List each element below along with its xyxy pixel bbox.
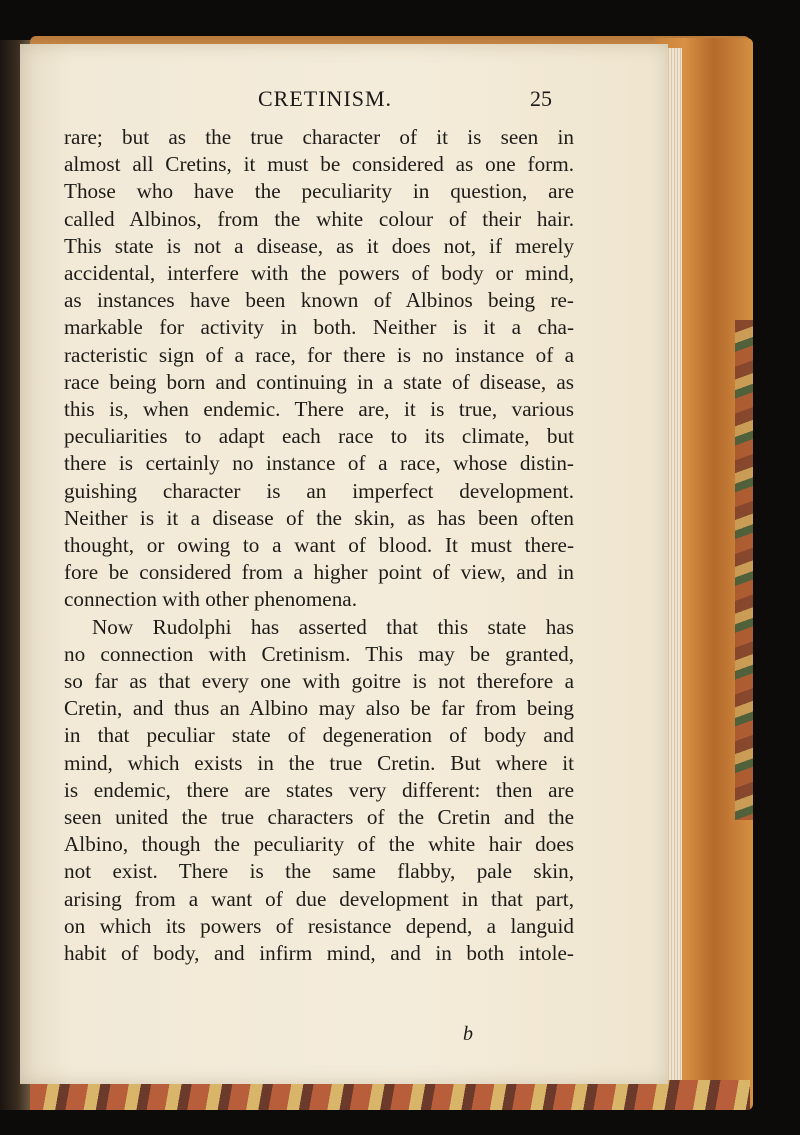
text-line: mind, which exists in the true Cretin. But where it (64, 750, 574, 775)
text-line: there is certainly no instance of a race, whose distin- (64, 451, 574, 476)
text-line: race being born and continuing in a state of disease, as (64, 369, 574, 394)
text-line: arising from a want of due development in that part, (64, 886, 574, 911)
text-line: almost all Cretins, it must be considered as one form. (64, 152, 574, 177)
text-line: This state is not a disease, as it does not, if merely (64, 233, 574, 258)
text-line: called Albinos, from the white colour of their hair. (64, 206, 574, 231)
text-line: no connection with Cretinism. This may be granted, (64, 641, 574, 666)
text-line: on which its powers of resistance depend, a languid (64, 913, 574, 938)
text-line: fore be considered from a higher point of view, and in (64, 560, 574, 585)
text-line: Now Rudolphi has asserted that this state has (92, 614, 574, 639)
text-line: peculiarities to adapt each race to its climate, but (64, 424, 574, 449)
text-line: so far as that every one with goitre is not therefore a (64, 669, 574, 694)
text-line: thought, or owing to a want of blood. It must there- (64, 533, 574, 558)
signature-mark: b (463, 1023, 473, 1045)
text-line: accidental, interfere with the powers of body or mind, (64, 261, 574, 286)
text-line: is endemic, there are states very different: then are (64, 777, 574, 802)
text-line: connection with other phenomena. (64, 587, 358, 612)
text-line: rare; but as the true character of it is seen in (64, 125, 574, 149)
text-line: racteristic sign of a race, for there is no instance of a (64, 342, 574, 367)
text-line: Neither is it a disease of the skin, as has been often (64, 505, 574, 530)
text-line: in that peculiar state of degeneration of body and (64, 723, 574, 748)
running-title: CRETINISM. (258, 86, 393, 111)
book-cover-bottom-edge (30, 1080, 750, 1110)
text-line: Cretin, and thus an Albino may also be far from being (64, 696, 574, 721)
text-line: seen united the true characters of the Cretin and the (64, 805, 574, 830)
text-line: Those who have the peculiarity in question, are (64, 179, 574, 204)
text-line: this is, when endemic. There are, it is true, various (64, 397, 574, 422)
marbled-cover-pattern (735, 320, 753, 820)
text-line: not exist. There is the same flabby, pale skin, (64, 859, 574, 884)
text-line: guishing character is an imperfect development. (64, 478, 574, 503)
text-line: habit of body, and infirm mind, and in both intole- (64, 941, 574, 966)
page-number: 25 (530, 86, 552, 111)
body-text (64, 124, 574, 967)
text-line: as instances have been known of Albinos being re- (64, 288, 574, 313)
text-line: Albino, though the peculiarity of the white hair does (64, 832, 574, 857)
text-line: markable for activity in both. Neither is it a cha- (64, 315, 574, 340)
page-header (0, 86, 800, 116)
